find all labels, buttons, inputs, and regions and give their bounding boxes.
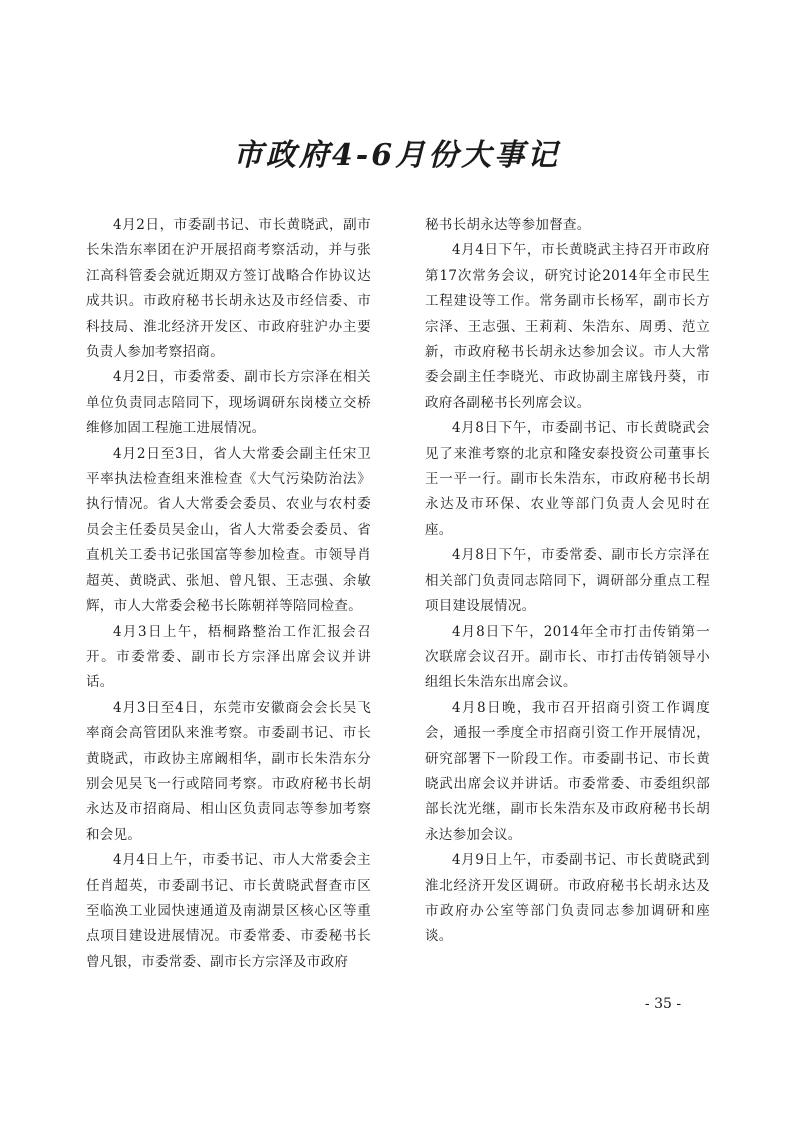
paragraph-continuation: 秘书长胡永达等参加督查。	[425, 217, 591, 233]
paragraph: 4月3日至4日，东莞市安徽商会会长吴飞率商会高管团队来淮考察。市委副书记、市长黄晓武，市政协主席阚相华，副市长朱浩东分别会见吴飞一行或陪同考察。市政府秘书长胡永达及市招商局、相山区负责同志等参加考察和会见。	[86, 699, 371, 843]
page-title: 市政府4-6月份大事记	[232, 138, 561, 173]
page-number: - 35 -	[644, 996, 682, 1012]
paragraph: 4月2日至3日，省人大常委会副主任宋卫平率执法检查组来淮检查《大气污染防治法》执行情况。省人大常委会委员、农业与农村委员会主任委员吴金山，省人大常委会委员、省直机关工委书记张国富等参加检查。市领导肖超英、黄晓武、张旭、曾凡银、王志强、余敏辉，市人大常委会秘书长陈朝祥等陪同检查。	[86, 445, 371, 615]
paragraph: 4月8日下午，市委常委、副市长方宗泽在相关部门负责同志陪同下，调研部分重点工程项目建设展情况。	[425, 547, 710, 615]
paragraph: 4月4日下午，市长黄晓武主持召开市政府第17次常务会议，研究讨论2014年全市民生工程建设等工作。常务副市长杨军，副市长方宗泽、王志强、王莉莉、朱浩东、周勇、范立新，市政府秘书长胡永达参加会议。市人大常委会副主任李晓光、市政协副主席钱丹葵，市政府各副秘书长列席会议。	[425, 242, 710, 411]
paragraph: 4月3日上午，梧桐路整治工作汇报会召开。市委常委、副市长方宗泽出席会议并讲话。	[86, 623, 371, 691]
paragraph: 4月4日上午，市委书记、市人大常委会主任肖超英，市委副书记、市长黄晓武督查市区至临涣工业园快速通道及南湖景区核心区等重点项目建设进展情况。市委常委、市委秘书长曾凡银，市委常委、副市长方宗泽及市政府	[86, 852, 371, 970]
right-column	[425, 213, 710, 950]
paragraph: 4月9日上午，市委副书记、市长黄晓武到淮北经济开发区调研。市政府秘书长胡永达及市政府办公室等部门负责同志参加调研和座谈。	[425, 852, 710, 945]
left-column	[86, 213, 371, 975]
paragraph: 4月2日，市委常委、副市长方宗泽在相关单位负责同志陪同下，现场调研东岗楼立交桥维修加固工程施工进展情况。	[86, 369, 371, 437]
paragraph: 4月2日，市委副书记、市长黄晓武，副市长朱浩东率团在沪开展招商考察活动，并与张江高科管委会就近期双方签订战略合作协议达成共识。市政府秘书长胡永达及市经信委、市科技局、淮北经济开发区、市政府驻沪办主要负责人参加考察招商。	[86, 217, 371, 361]
paragraph: 4月8日下午，2014年全市打击传销第一次联席会议召开。副市长、市打击传销领导小组组长朱浩东出席会议。	[425, 623, 710, 691]
paragraph: 4月8日下午，市委副书记、市长黄晓武会见了来淮考察的北京和隆安泰投资公司董事长王一平一行。副市长朱浩东，市政府秘书长胡永达及市环保、农业等部门负责人会见时在座。	[425, 420, 710, 538]
paragraph: 4月8日晚，我市召开招商引资工作调度会，通报一季度全市招商引资工作开展情况，研究部署下一阶段工作。市委副书记、市长黄晓武出席会议并讲话。市委常委、市委组织部部长沈光继，副市长朱浩东及市政府秘书长胡永达参加会议。	[425, 699, 710, 843]
